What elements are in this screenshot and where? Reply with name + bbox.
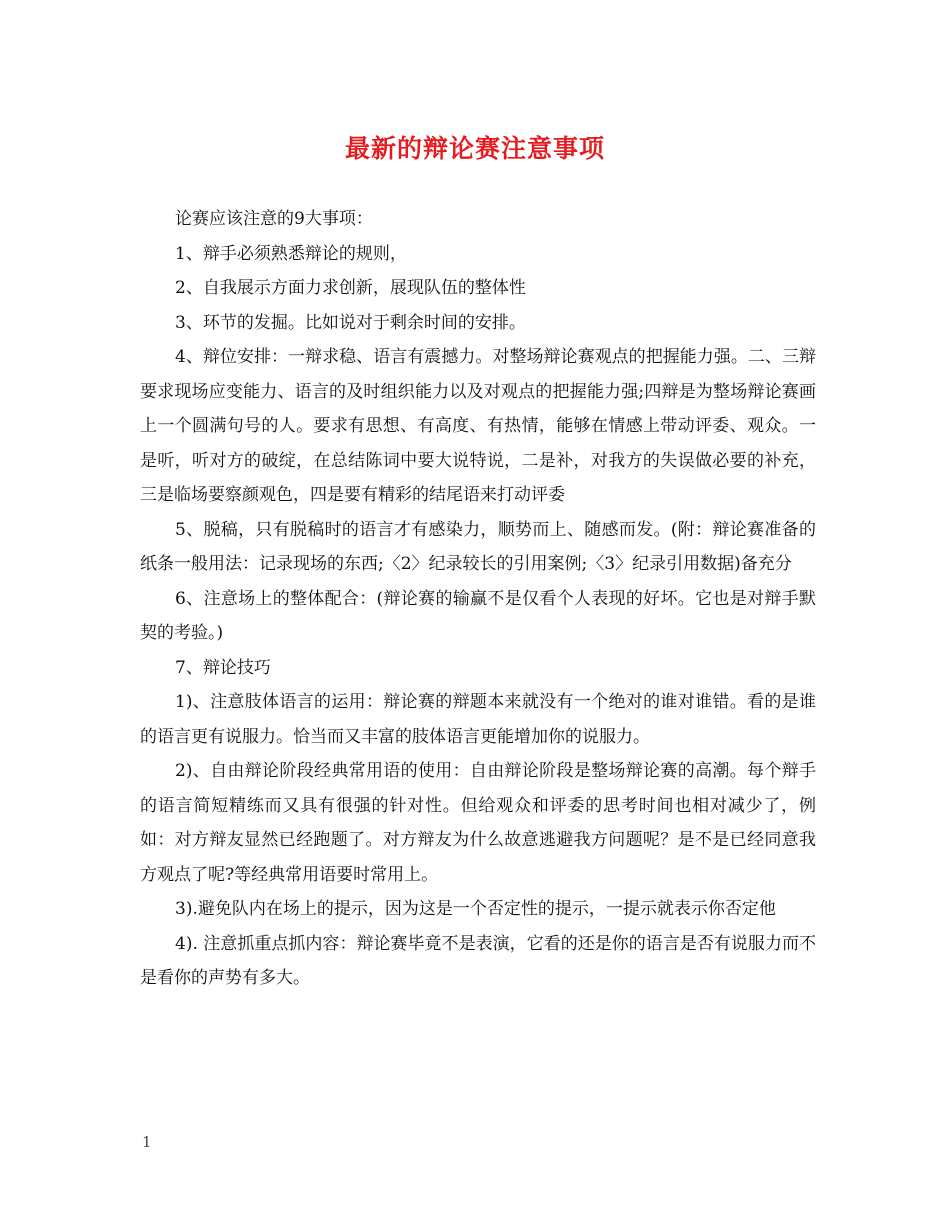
- paragraph-item-4: 4、辩位安排：一辩求稳、语言有震撼力。对整场辩论赛观点的把握能力强。二、三辩要求现场应变能力、语言的及时组织能力以及对观点的把握能力强;四辩是为整场辩论赛画上一个圆满句号的人。要求有思想、有高度、有热情，能够在情感上带动评委、观众。一是听，听对方的破绽，在总结陈词中要大说特说，二是补，对我方的失误做必要的补充，三是临场要察颜观色，四是要有精彩的结尾语来打动评委: [140, 347, 816, 505]
- paragraph-item-5: 5、脱稿，只有脱稿时的语言才有感染力，顺势而上、随感而发。(附：辩论赛准备的纸条一般用法：记录现场的东西;〈2〉纪录较长的引用案例;〈3〉纪录引用数据)备充分: [140, 519, 816, 574]
- paragraph-intro: 论赛应该注意的9大事项：: [175, 209, 373, 229]
- document-body: [140, 202, 816, 996]
- document-title: 最新的辩论赛注意事项: [344, 134, 605, 163]
- paragraph-item-2: 2、自我展示方面力求创新，展现队伍的整体性: [175, 278, 526, 298]
- paragraph-item-6: 6、注意场上的整体配合：(辩论赛的输赢不是仅看个人表现的好坏。它也是对辩手默契的考验。): [140, 588, 816, 643]
- paragraph-technique-2: 2)、自由辩论阶段经典常用语的使用：自由辩论阶段是整场辩论赛的高潮。每个辩手的语言简短精练而又具有很强的针对性。但给观众和评委的思考时间也相对减少了，例如：对方辩友显然已经跑题了。对方辩友为什么故意逃避我方问题呢？是不是已经同意我方观点了呢?等经典常用语要时常用上。: [140, 761, 816, 885]
- paragraph-item-1: 1、辩手必须熟悉辩论的规则，: [175, 243, 407, 264]
- paragraph-item-7: 7、辩论技巧: [175, 657, 271, 678]
- paragraph-technique-4: 4). 注意抓重点抓内容：辩论赛毕竟不是表演，它看的还是你的语言是否有说服力而不是看你的声势有多大。: [140, 933, 816, 988]
- page-number: 1: [142, 1133, 152, 1151]
- paragraph-technique-3: 3).避免队内在场上的提示，因为这是一个否定性的提示，一提示就表示你否定他: [175, 899, 776, 919]
- paragraph-technique-1: 1)、注意肢体语言的运用：辩论赛的辩题本来就没有一个绝对的谁对谁错。看的是谁的语言更有说服力。恰当而又丰富的肢体语言更能增加你的说服力。: [140, 692, 816, 747]
- paragraph-item-3: 3、环节的发掘。比如说对于剩余时间的安排。: [175, 312, 526, 333]
